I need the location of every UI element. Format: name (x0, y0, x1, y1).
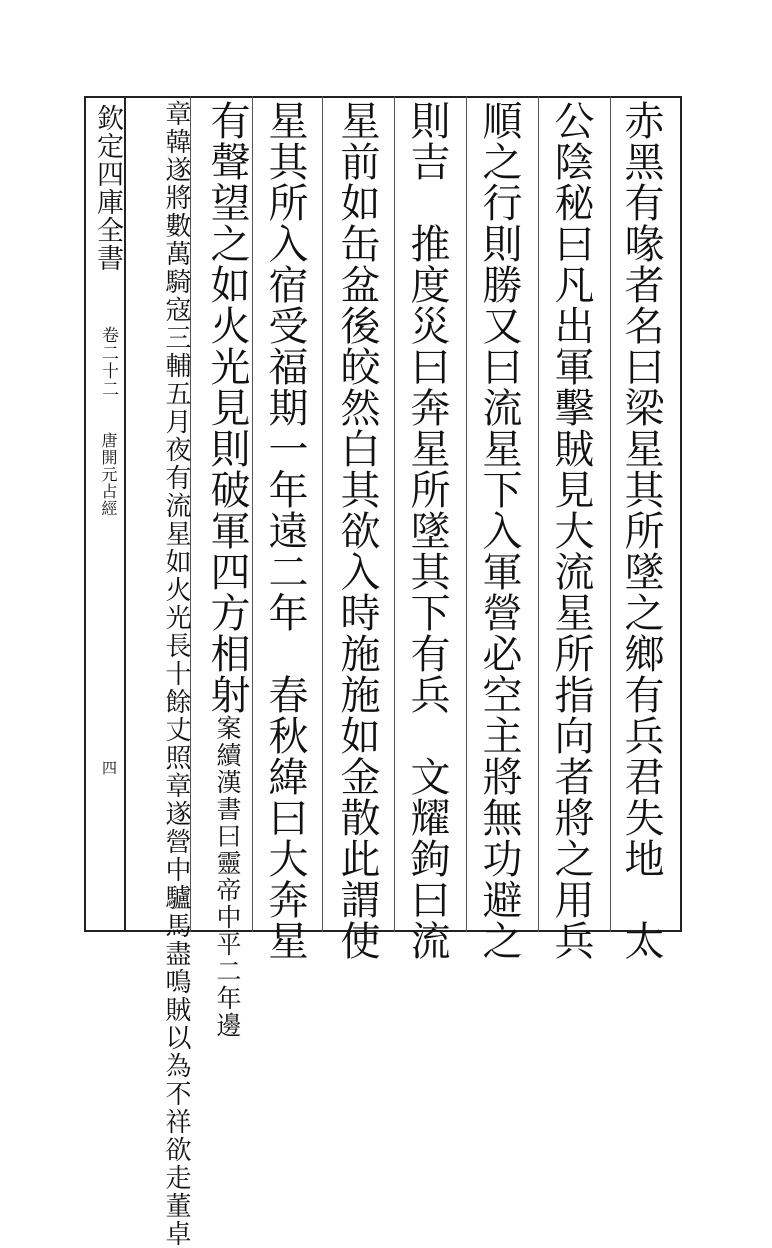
column-text: 順之行則勝又曰流星下入軍營必空主將無功避之 (476, 100, 522, 961)
commentary-note: 案續漢書曰靈帝中平二年邊 (213, 715, 242, 1039)
text-column-1 (618, 100, 664, 961)
text-column-6 (262, 100, 308, 961)
page-number: 四 (100, 760, 118, 775)
column-rule (394, 96, 395, 932)
column-rule (252, 96, 253, 932)
column-text: 則吉 推度災曰奔星所墜其下有兵 文耀鉤曰流 (404, 100, 450, 961)
column-rule (322, 96, 323, 932)
column-text: 有聲望之如火光見則破軍四方相射 (204, 100, 250, 715)
text-column-3 (476, 100, 522, 961)
text-column-5 (334, 100, 380, 961)
column-rule (610, 96, 611, 932)
column-text: 星前如缶盆後皎然白其欲入時施施如金散此謂使 (334, 100, 380, 961)
collection-title: 欽定四庫全書 (92, 104, 123, 272)
column-rule (538, 96, 539, 932)
column-text: 星其所入宿受福期一年遠二年 春秋緯曰大奔星 (262, 100, 308, 961)
column-text: 赤黑有喙者名曰梁星其所墜之鄉有兵君失地 太 (618, 100, 664, 961)
book-title: 唐開元占經 (99, 432, 118, 517)
text-column-4 (404, 100, 450, 961)
column-rule (466, 96, 467, 932)
text-column-7 (196, 100, 250, 1039)
text-column-2 (548, 100, 594, 961)
commentary-note: 章韓遂將數萬騎寇三輔五月夜有流星如火光長十餘丈照章遂營中驢馬盡鳴賊以為不祥欲走董卓 (161, 100, 191, 1248)
column-text: 公陰秘曰凡出軍擊賊見大流星所指向者將之用兵 (548, 100, 594, 961)
commentary-column (132, 100, 191, 1248)
volume-label: 卷二十二 (98, 326, 118, 398)
